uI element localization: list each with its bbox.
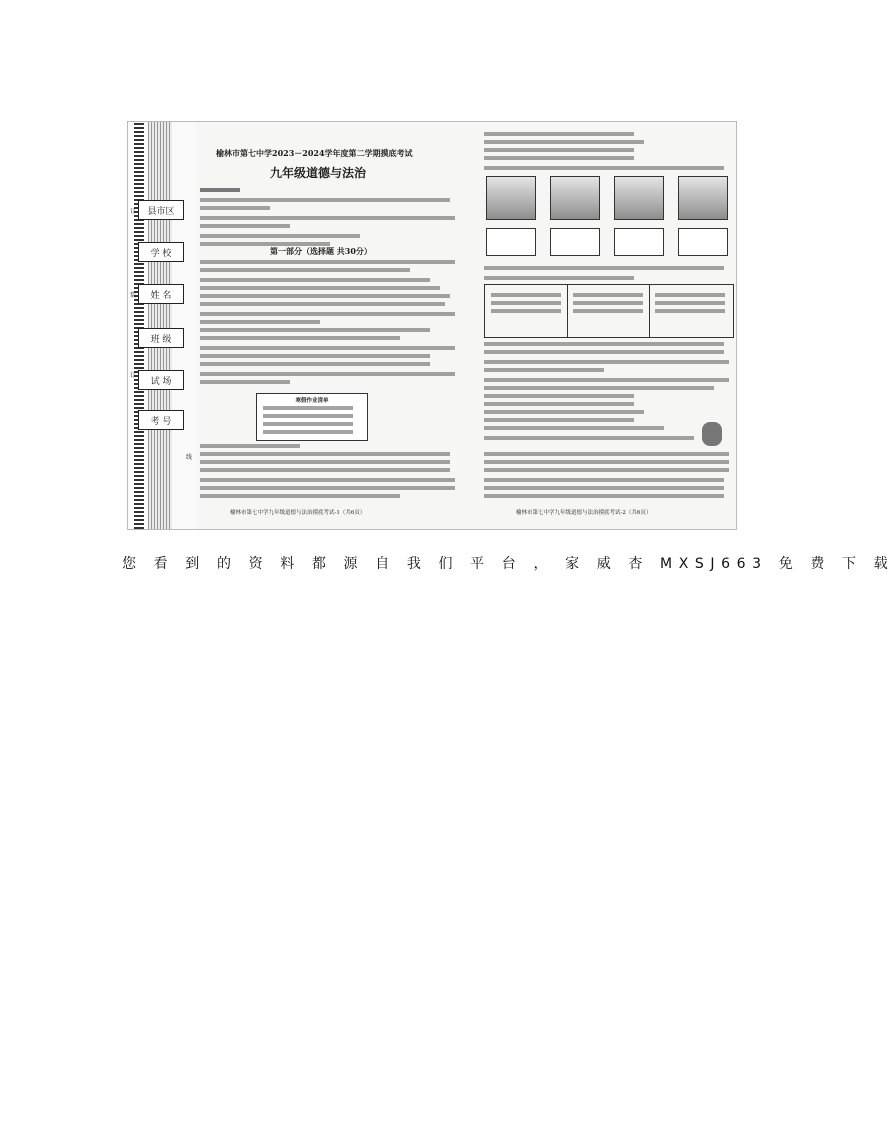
text-line [263,430,353,434]
field-number: 考 号 [138,410,184,430]
text-line [655,301,725,305]
text-line [484,426,664,430]
text-line [263,406,353,410]
text-line [200,468,450,472]
text-line [200,380,290,384]
text-line [484,386,714,390]
text-line [484,394,634,398]
text-line [200,372,455,376]
scanned-exam-sheet [127,121,737,530]
text-line [263,414,353,418]
caption-box [550,228,600,256]
text-line [200,268,410,272]
caption-box [486,228,536,256]
text-line [573,293,643,297]
cut-mark: 线 [186,454,193,461]
material-table [484,284,734,338]
download-notice: 您 看 到 的 资 料 都 源 自 我 们 平 台 ， 家 威 杏 MXSJ663 免 费 下 载 [122,556,894,572]
cut-mark: 订 [130,208,137,215]
text-line [484,478,724,482]
cut-mark: 装 [130,292,137,299]
text-line [484,460,729,464]
text-line [200,346,455,350]
exam-page-right [484,122,732,529]
text-line [484,494,724,498]
illustration [614,176,664,220]
text-line [200,302,445,306]
text-line [484,378,729,382]
text-line [200,486,455,490]
field-class: 班 级 [138,328,184,348]
text-line [484,156,634,160]
text-line [484,486,724,490]
text-line [200,328,430,332]
text-line [484,132,634,136]
field-room: 试 场 [138,370,184,390]
field-name: 姓 名 [138,284,184,304]
text-line [655,293,725,297]
illustration [550,176,600,220]
homework-list-title: 寒假作业清单 [295,398,329,404]
text-line [484,468,729,472]
text-line [484,436,694,440]
text-line [200,312,455,316]
text-line [200,336,400,340]
exam-header: 榆林市第七中学2023－2024学年度第二学期摸底考试 [216,148,413,158]
text-line [200,294,450,298]
text-line [491,301,561,305]
text-line [200,444,300,448]
field-county: 县市区 [138,200,184,220]
text-line [573,301,643,305]
illustration [486,176,536,220]
text-line [200,234,360,238]
text-line [484,360,729,364]
caption-box [678,228,728,256]
text-line [200,224,290,228]
page-footer-left: 榆林市第七中学九年级道德与法治摸底考试-1（共6页） [230,510,366,516]
text-line [200,278,430,282]
text-line [200,188,240,192]
text-line [484,452,729,456]
text-line [263,422,353,426]
text-line [200,362,430,366]
robot-illustration [702,422,722,446]
text-line [200,286,440,290]
text-line [484,276,634,280]
text-line [484,266,724,270]
text-line [200,216,455,220]
text-line [484,410,644,414]
text-line [484,342,724,346]
cut-mark: 订 [130,372,137,379]
exam-page-left [200,122,462,529]
text-line [491,309,561,313]
text-line [484,368,604,372]
text-line [655,309,725,313]
homework-list-box [256,393,368,441]
text-line [200,494,400,498]
field-school: 学 校 [138,242,184,262]
text-line [573,309,643,313]
binding-texture [148,122,172,529]
text-line [484,402,634,406]
text-line [200,198,450,202]
text-line [200,206,270,210]
text-line [484,418,634,422]
text-line [200,260,455,264]
text-line [484,166,724,170]
exam-subject: 九年级道德与法治 [270,166,367,180]
binding-margin [128,122,196,529]
page-footer-right: 榆林市第七中学九年级道德与法治摸底考试-2（共6页） [516,510,652,516]
text-line [200,460,450,464]
text-line [484,140,644,144]
text-line [200,320,320,324]
section-heading: 第一部分（选择题 共30分） [270,246,372,256]
text-line [200,452,450,456]
caption-box [614,228,664,256]
text-line [200,478,455,482]
illustration [678,176,728,220]
binding-stripe [134,122,144,529]
text-line [484,350,724,354]
text-line [491,293,561,297]
text-line [200,354,430,358]
text-line [484,148,634,152]
